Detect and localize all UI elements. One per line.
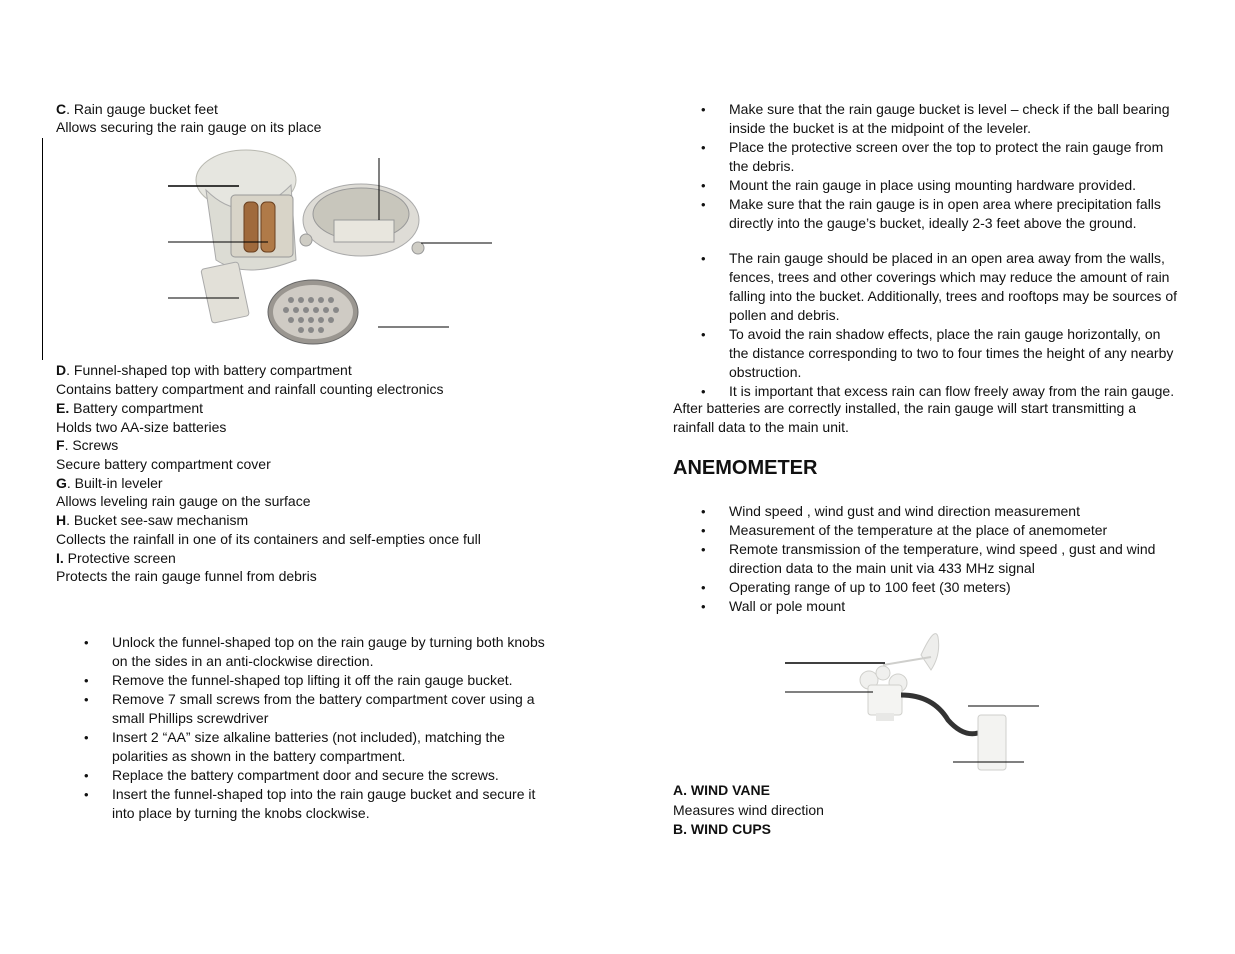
part-f-title: F. Screws [56, 437, 119, 453]
part-g-desc: Allows leveling rain gauge on the surface [56, 493, 311, 509]
after-install-text: After batteries are correctly installed, the rain gauge will start transmitting a rainfall data to the main unit. [673, 400, 1136, 435]
part-h-desc: Collects the rainfall in one of its containers and self-empties once full [56, 531, 481, 547]
part-i-desc: Protects the rain gauge funnel from debris [56, 568, 317, 584]
battery-install-steps [56, 633, 561, 823]
part-h-title: H. Bucket see-saw mechanism [56, 512, 249, 528]
wind-cups-label: B. WIND CUPS [673, 821, 771, 837]
list-item: • Measurement of the temperature at the place of anemometer [673, 521, 1178, 540]
list-item: • Operating range of up to 100 feet (30 meters) [673, 578, 1178, 597]
part-e-desc: Holds two AA-size batteries [56, 419, 227, 435]
list-item: • Make sure that the rain gauge is in open area where precipitation falls directly into the gauge’s bucket, ideally 2-3 feet above the ground. [673, 195, 1178, 233]
list-item: • Mount the rain gauge in place using mounting hardware provided. [673, 176, 1178, 195]
left-page [56, 0, 616, 954]
list-item: • Remove 7 small screws from the battery compartment cover using a small Phillips screwdriver [56, 690, 561, 728]
anemometer-illustration [773, 625, 1053, 780]
wind-vane-label: A. WIND VANE [673, 782, 770, 798]
list-item: • The rain gauge should be placed in an open area away from the walls, fences, trees and other coverings which may reduce the amount of rain falling into the bucket. Additionally, trees and rooftops may be sources of pollen and debris. [673, 249, 1178, 325]
list-item: • Remove the funnel-shaped top lifting it off the rain gauge bucket. [56, 671, 561, 690]
list-item: • Replace the battery compartment door and secure the screws. [56, 766, 561, 785]
anemometer-features [673, 502, 1178, 616]
margin-rule [42, 138, 43, 360]
placement-list-1 [673, 100, 1178, 233]
wind-vane-desc: Measures wind direction [673, 802, 824, 818]
part-f-desc: Secure battery compartment cover [56, 456, 271, 472]
list-item: • Insert 2 “AA” size alkaline batteries (not included), matching the polarities as shown in the battery compartment. [56, 728, 561, 766]
list-item: • Unlock the funnel-shaped top on the rain gauge by turning both knobs on the sides in an anti-clockwise direction. [56, 633, 561, 671]
part-d-desc: Contains battery compartment and rainfall counting electronics [56, 381, 444, 397]
list-item: • Place the protective screen over the top to protect the rain gauge from the debris. [673, 138, 1178, 176]
part-g-title: G. Built-in leveler [56, 475, 163, 491]
part-e-title: E. Battery compartment [56, 400, 204, 416]
list-item: • Wind speed , wind gust and wind direction measurement [673, 502, 1178, 521]
placement-list-2 [673, 249, 1178, 401]
list-item: • Wall or pole mount [673, 597, 1178, 616]
right-page [673, 0, 1178, 954]
list-item: • Make sure that the rain gauge bucket is level – check if the ball bearing inside the bucket is at the midpoint of the leveler. [673, 100, 1178, 138]
list-item: • Insert the funnel-shaped top into the rain gauge bucket and secure it into place by turning the knobs clockwise. [56, 785, 561, 823]
part-d-title: D. Funnel-shaped top with battery compartment [56, 362, 352, 378]
list-item: • Remote transmission of the temperature, wind speed , gust and wind direction data to the main unit via 433 MHz signal [673, 540, 1178, 578]
list-item: • To avoid the rain shadow effects, place the rain gauge horizontally, on the distance corresponding to two to four times the height of any nearby obstruction. [673, 325, 1178, 382]
part-c-desc: Allows securing the rain gauge on its place [56, 119, 322, 135]
part-i-title: I. Protective screen [56, 550, 176, 566]
anemometer-heading: ANEMOMETER [673, 457, 818, 479]
rain-gauge-illustration [56, 140, 506, 350]
part-c-title: C. Rain gauge bucket feet [56, 101, 218, 117]
list-item: • It is important that excess rain can flow freely away from the rain gauge. [673, 382, 1178, 401]
